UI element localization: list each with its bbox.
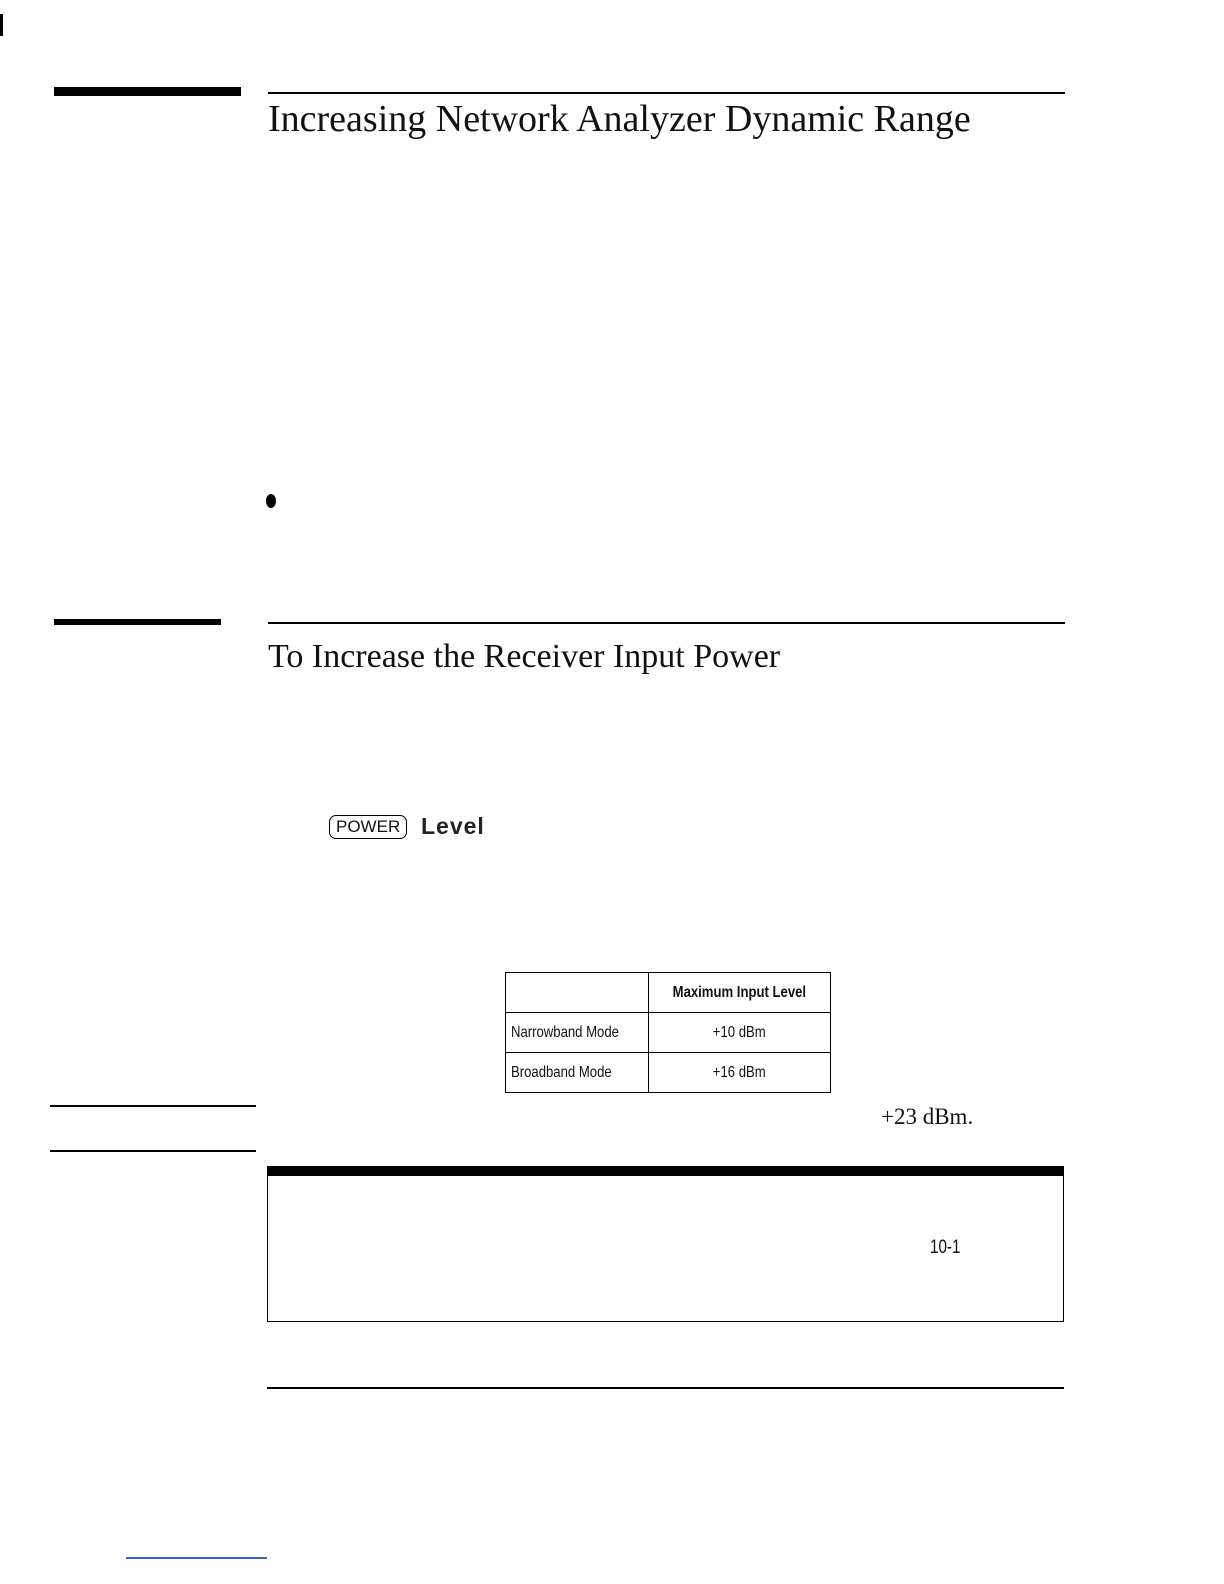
- table-header-row: [506, 973, 831, 1013]
- table-row: [506, 1013, 831, 1053]
- level-softkey: Level: [421, 813, 485, 839]
- caution-margin-rule: [50, 1150, 256, 1152]
- section-top-rule: [268, 92, 1065, 94]
- table-header-cell: Maximum Input Level: [648, 973, 830, 1013]
- mode-cell: Broadband Mode: [506, 1053, 649, 1093]
- subsection-margin-bar: [54, 619, 221, 625]
- margin-mark: [0, 14, 3, 36]
- power-hardkey: POWER: [329, 815, 407, 839]
- page-bottom-rule: [267, 1387, 1064, 1389]
- mode-cell: Narrowband Mode: [506, 1013, 649, 1053]
- bullet-point: [266, 494, 276, 508]
- damage-level-text: +23 dBm.: [881, 1104, 974, 1129]
- level-cell: +16 dBm: [648, 1053, 830, 1093]
- subsection-top-rule: [268, 622, 1065, 624]
- table-row: [506, 1053, 831, 1093]
- input-level-table: [505, 972, 831, 1093]
- caution-margin-rule: [50, 1105, 256, 1107]
- section-title: Increasing Network Analyzer Dynamic Range: [268, 98, 971, 140]
- subsection-title: To Increase the Receiver Input Power: [268, 638, 781, 675]
- footer-link-underline[interactable]: [126, 1557, 267, 1559]
- section-margin-bar: [54, 87, 241, 96]
- level-cell: +10 dBm: [648, 1013, 830, 1053]
- page-reference: 10-1: [930, 1237, 961, 1258]
- table-header-cell: [506, 973, 649, 1013]
